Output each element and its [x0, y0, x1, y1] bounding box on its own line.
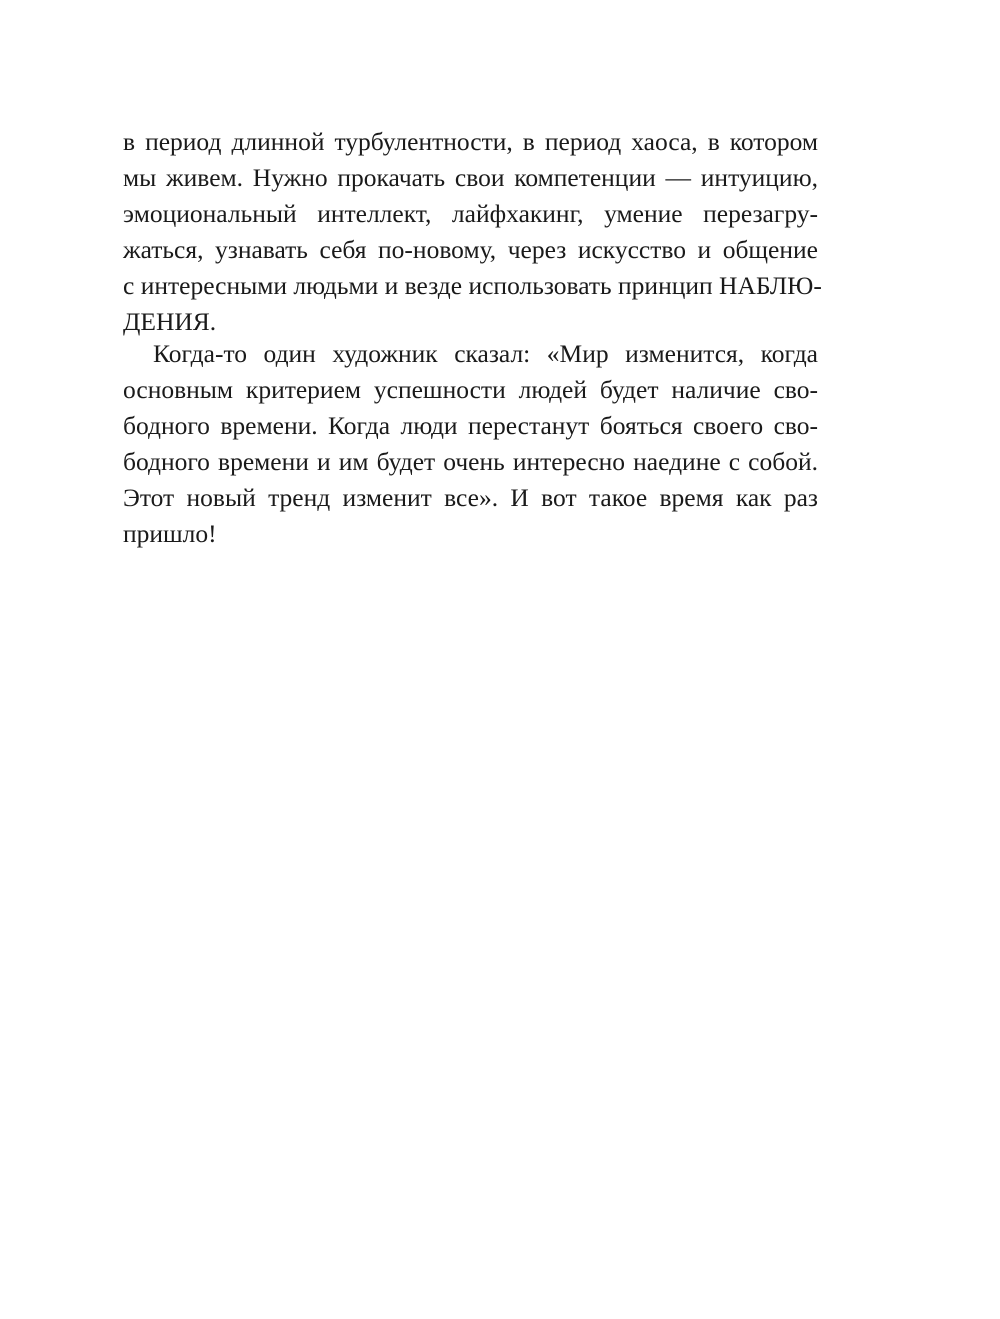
paragraph-1-line: ДЕНИЯ.: [123, 307, 217, 336]
paragraph-2-line: основным критерием успешности людей будет наличие сво-: [123, 375, 818, 404]
paragraph-1: [123, 124, 822, 340]
paragraph-2: [123, 336, 818, 552]
paragraph-1-line: в период длинной турбулентности, в период хаоса, в котором: [123, 127, 818, 156]
paragraph-2-line: Когда-то один художник сказал: «Мир изменится, когда: [153, 339, 818, 368]
paragraph-1-line: эмоциональный интеллект, лайфхакинг, умение перезагру-: [123, 199, 818, 228]
paragraph-1-line: жаться, узнавать себя по-новому, через искусство и общение: [123, 235, 818, 264]
paragraph-2-line: Этот новый тренд изменит все». И вот такое время как раз: [123, 483, 818, 512]
paragraph-1-line: мы живем. Нужно прокачать свои компетенции — интуицию,: [123, 163, 818, 192]
paragraph-2-line: бодного времени. Когда люди перестанут бояться своего сво-: [123, 411, 818, 440]
paragraph-2-line: бодного времени и им будет очень интересно наедине с собой.: [123, 447, 818, 476]
paragraph-1-line: с интересными людьми и везде использовать принцип НАБЛЮ-: [123, 271, 822, 300]
paragraph-2-line: пришло!: [123, 519, 217, 548]
